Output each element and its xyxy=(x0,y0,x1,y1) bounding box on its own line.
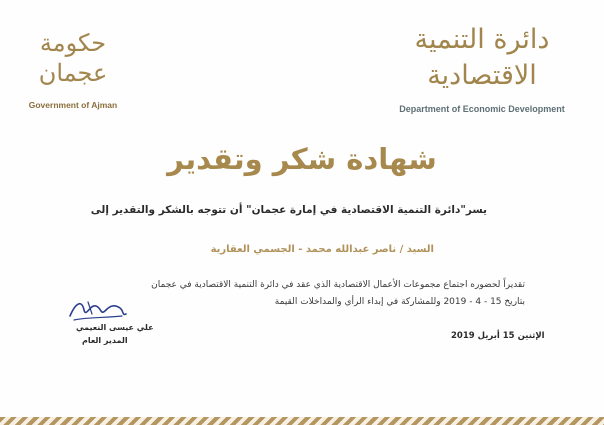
signatory-title: المدير العام xyxy=(82,336,128,345)
ded-english-name: Department of Economic Development xyxy=(399,104,565,114)
government-of-ajman-logo xyxy=(18,28,128,110)
ded-logo xyxy=(392,22,572,114)
recipient-name: السيد / ناصر عبدالله محمد - الجسمي العقارية xyxy=(210,244,434,255)
ajman-arabic-logotype: حكومة عجمان xyxy=(38,29,108,87)
intro-text: يسر"دائرة التنمية الاقتصادية في إمارة عجمان" أن تتوجه بالشكر والتقدير إلى xyxy=(90,204,487,216)
certificate-date: الإثنين 15 أبريل 2019 xyxy=(451,331,545,341)
signature-icon xyxy=(66,296,130,324)
ded-arabic-logotype: دائرة التنمية الاقتصادية xyxy=(414,24,550,91)
certificate-title: شهادة شكر وتقدير xyxy=(167,142,437,176)
decorative-footer-band xyxy=(0,417,604,425)
body-text-line-1: تقديراً لحضوره اجتماع مجموعات الأعمال الاقتصادية الذي عقد في دائرة التنمية الاقتصادية في عجمان xyxy=(151,280,525,290)
body-text-line-2: بتاريخ 15 - 4 - 2019 وللمشاركة في إبداء الرأي والمداخلات القيمة xyxy=(274,297,525,307)
signatory-name: علي عيسى النعيمي xyxy=(76,323,154,332)
ajman-english-name: Government of Ajman xyxy=(28,100,118,110)
